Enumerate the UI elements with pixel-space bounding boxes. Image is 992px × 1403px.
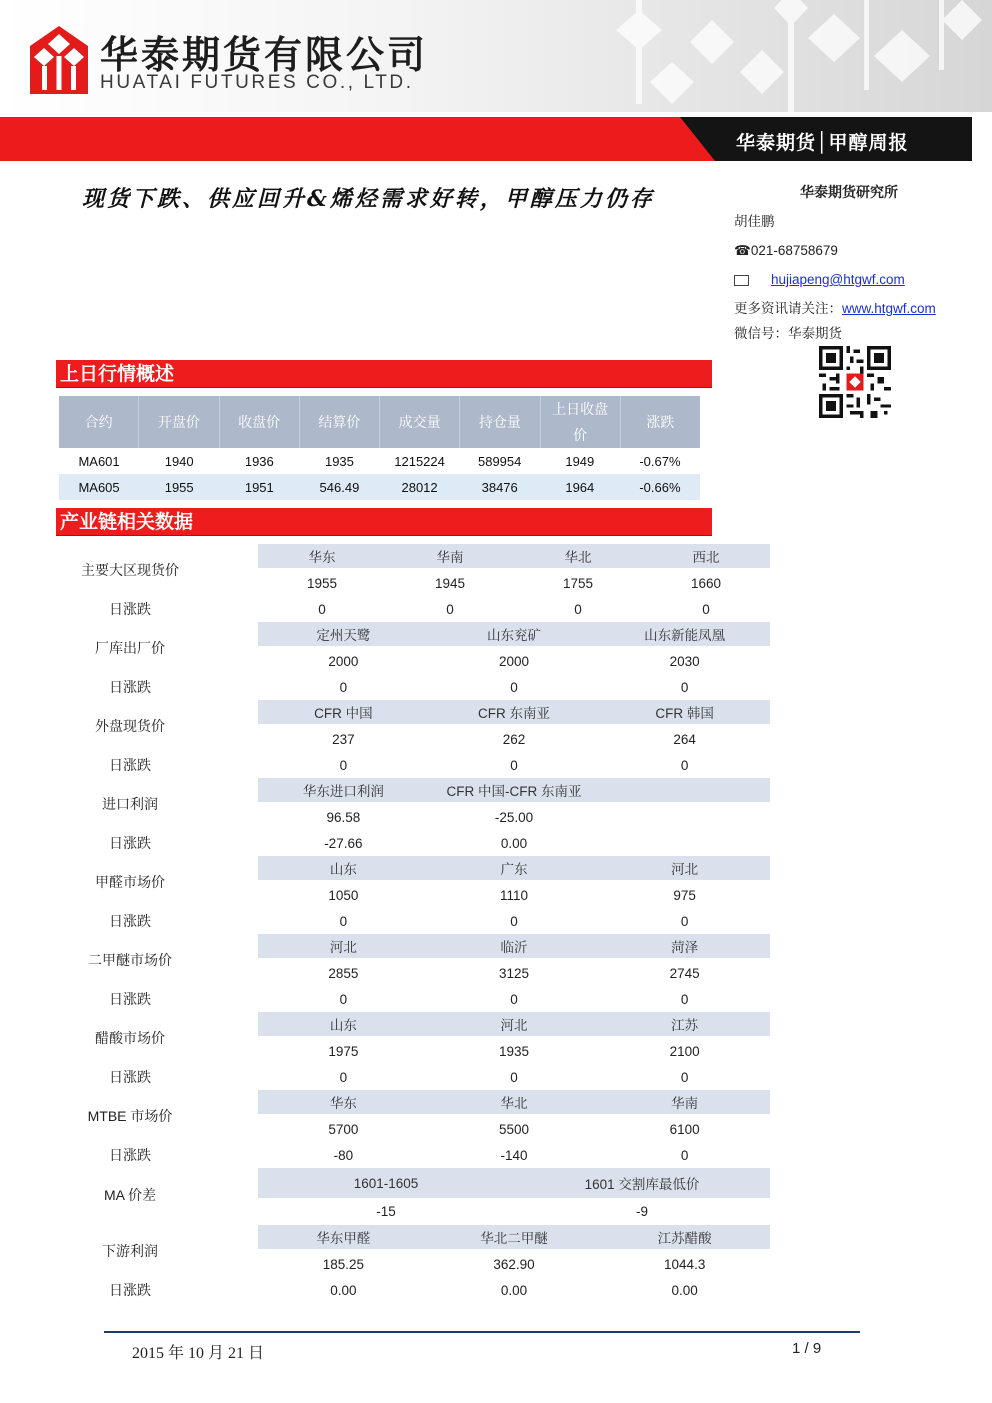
col-header: 涨跌 [646, 414, 675, 430]
chain-header-cell: 菏泽 [671, 940, 699, 955]
col-header: 上日收盘 价 [541, 396, 621, 448]
chain-value-cell: -9 [635, 1203, 648, 1219]
report-banner [0, 117, 992, 161]
table-cell: 546.49 [319, 479, 360, 495]
chain-header-cell: 广东 [500, 862, 528, 877]
chain-value-cell: 5500 [498, 1121, 530, 1137]
chain-change-label: 日涨跌 [109, 757, 151, 773]
chain-value-cell: 1755 [562, 575, 594, 591]
chain-value-cell: -15 [376, 1203, 396, 1219]
chain-header-cell: 1601 交割库最低价 [584, 1177, 700, 1192]
chain-change-cell: 0 [680, 1147, 689, 1163]
chain-header-cell-row [258, 700, 770, 724]
report-headline: 现货下跌、供应回升&烯烃需求好转，甲醇压力仍存 [82, 186, 655, 212]
chain-group-label: 厂库出厂价 [95, 640, 165, 656]
chain-value-cell: 3125 [498, 965, 530, 981]
chain-value-cell-row [258, 804, 770, 830]
chain-group-label: MA 价差 [103, 1187, 157, 1203]
chain-change-cell: 0 [510, 913, 518, 929]
chain-value-cell: 1955 [306, 575, 338, 591]
chain-value-cell: 1050 [328, 887, 359, 903]
chain-value-cell-row [258, 1116, 770, 1142]
chain-header-cell: 华北 [564, 550, 592, 565]
chain-header-cell: 华东 [329, 1096, 357, 1111]
chain-header-cell: 河北 [329, 940, 357, 955]
chain-header-cell: CFR 中国-CFR 东南亚 [446, 784, 582, 799]
chain-change-label: 日涨跌 [109, 1282, 151, 1298]
col-header: 开盘价 [139, 396, 219, 448]
chain-header-cell: 定州天鹭 [316, 628, 371, 643]
chain-change-cell: 0 [446, 601, 454, 617]
chain-value-cell: 1945 [434, 575, 466, 591]
table-cell: 28012 [401, 479, 438, 495]
col-header: 收盘价 [220, 396, 300, 448]
chain-change-cell: 0 [574, 601, 582, 617]
chain-change-cell-row [258, 752, 770, 778]
chain-value-cell: 1044.3 [664, 1256, 706, 1272]
chain-header-cell-row [258, 1090, 770, 1114]
chain-value-cell: 264 [673, 731, 696, 747]
table-cell: 1935 [324, 453, 354, 469]
chain-value-cell: 2000 [328, 653, 359, 669]
table-cell: 1940 [164, 453, 194, 469]
chain-change-cell: 0 [339, 757, 348, 773]
chain-header-cell-row [258, 934, 770, 958]
chain-header-cell: CFR 中国 [314, 706, 373, 721]
chain-group-label: 外盘现货价 [95, 718, 165, 734]
envelope-icon [734, 275, 749, 286]
table-cell: MA605 [78, 479, 120, 495]
more-info-label: 更多资讯请关注： [734, 301, 842, 316]
chain-header-cell-row [258, 622, 770, 646]
chain-value-cell: 185.25 [322, 1256, 364, 1272]
chain-change-cell: 0.00 [500, 1282, 528, 1298]
chain-header-cell: 华南 [671, 1096, 699, 1111]
chain-header-cell-row [258, 778, 770, 802]
table-cell: 1949 [565, 453, 595, 469]
report-date: 2015 年 10 月 21 日 [132, 1345, 265, 1362]
table-cell: -0.66% [639, 479, 681, 495]
chain-change-cell: 0 [510, 679, 518, 695]
chain-group-label: MTBE 市场价 [87, 1108, 173, 1124]
table-row [59, 448, 700, 474]
chain-change-cell: 0 [339, 1069, 348, 1085]
chain-change-cell: 0 [510, 991, 518, 1007]
chain-header-cell-row [258, 1168, 770, 1198]
website-row [734, 299, 974, 324]
chain-change-cell: 0 [680, 679, 689, 695]
chain-change-cell: 0.00 [330, 1282, 357, 1298]
chain-change-cell: -80 [333, 1147, 354, 1163]
chain-header-cell-row [258, 544, 770, 568]
chain-group-label: 二甲醚市场价 [88, 952, 172, 968]
chain-header-cell: 西北 [692, 550, 720, 565]
chain-group-label: 甲醛市场价 [95, 874, 165, 890]
chain-change-label: 日涨跌 [109, 991, 151, 1007]
page-number: 1 / 9 [792, 1340, 822, 1357]
table-cell: MA601 [78, 453, 120, 469]
chain-header-cell: 华东甲醛 [316, 1231, 371, 1246]
chain-value-cell: 96.58 [326, 809, 361, 825]
chain-header-cell: 江苏醋酸 [657, 1231, 712, 1246]
chain-header-cell: CFR 韩国 [655, 706, 714, 721]
chain-change-cell-row [258, 1142, 770, 1168]
phone-number: ☎021-68758679 [734, 243, 838, 258]
chain-value-cell-row [258, 648, 770, 674]
chain-change-label: 日涨跌 [109, 601, 151, 617]
qr-code-icon [818, 346, 892, 418]
chain-change-cell-row [258, 1064, 770, 1090]
chain-header-cell: 华北 [500, 1096, 528, 1111]
chain-value-cell: 1660 [690, 575, 722, 591]
chain-change-cell: -27.66 [324, 835, 363, 851]
chain-value-cell-row [258, 1038, 770, 1064]
chain-change-cell-row [258, 596, 770, 622]
page-header [0, 0, 992, 112]
table-cell: 1936 [244, 453, 274, 469]
chain-value-cell: 237 [332, 731, 355, 747]
chain-header-cell: 华北二甲醚 [480, 1231, 548, 1246]
chain-change-label: 日涨跌 [109, 1147, 151, 1163]
chain-value-cell: 975 [673, 887, 696, 903]
chain-value-cell-row [258, 1251, 770, 1277]
chain-header-cell: 华东 [308, 550, 336, 565]
chain-value-cell-row [258, 960, 770, 986]
table-cell: 1964 [565, 479, 595, 495]
chain-change-label: 日涨跌 [109, 913, 151, 929]
chain-value-cell: 2030 [669, 653, 700, 669]
chain-value-cell: 2855 [328, 965, 359, 981]
col-header: 合约 [59, 396, 139, 448]
report-tag: 华泰期货│甲醇周报 [736, 132, 909, 154]
chain-change-cell: 0.00 [500, 835, 528, 851]
table-cell: 589954 [477, 453, 522, 469]
chain-value-cell: 2745 [669, 965, 700, 981]
chain-header-cell-row [258, 1225, 770, 1249]
chain-value-cell: 1110 [499, 887, 529, 903]
chain-value-cell: 362.90 [493, 1256, 535, 1272]
market-table [59, 396, 700, 500]
chain-change-cell: 0 [339, 991, 348, 1007]
chain-change-cell: 0 [339, 913, 348, 929]
diamond-pattern-decoration [602, 0, 982, 112]
chain-header-cell: 河北 [500, 1018, 528, 1033]
section-title-market: 上日行情概述 [56, 360, 712, 388]
chain-change-cell [599, 830, 770, 856]
chain-header-cell: 河北 [671, 862, 699, 877]
chain-header-cell: 临沂 [500, 940, 528, 955]
chain-value-cell-row [258, 1198, 770, 1224]
chain-value-cell: 6100 [669, 1121, 700, 1137]
col-header: 持仓量 [460, 396, 540, 448]
chain-value-cell [599, 804, 770, 830]
table-cell: 1951 [244, 479, 274, 495]
chain-change-cell: 0 [318, 601, 326, 617]
table-cell: 1955 [164, 479, 194, 495]
chain-value-cell: 5700 [328, 1121, 359, 1137]
chain-value-cell: 2000 [498, 653, 530, 669]
chain-value-cell-row [258, 882, 770, 908]
contact-sidebar [734, 182, 974, 353]
chain-change-cell: 0 [680, 913, 689, 929]
chain-header-cell: 山东 [329, 862, 357, 877]
chain-header-cell: CFR 东南亚 [478, 706, 550, 721]
banner-red-band [0, 117, 730, 161]
chain-group-label: 主要大区现货价 [81, 562, 179, 578]
chain-value-cell: 262 [502, 731, 526, 747]
chain-change-label: 日涨跌 [109, 679, 151, 695]
chain-header-cell: 华东进口利润 [302, 784, 384, 799]
chain-header-cell: 山东新能凤凰 [644, 628, 726, 643]
email-row [734, 270, 974, 299]
chain-value-cell: 2100 [669, 1043, 700, 1059]
col-header: 成交量 [380, 396, 460, 448]
chain-value-cell-row [258, 726, 770, 752]
table-cell: 1215224 [394, 453, 445, 469]
chain-header-cell: 1601-1605 [353, 1175, 419, 1191]
chain-change-cell: 0 [680, 1069, 689, 1085]
chain-header-cell: 山东 [329, 1018, 357, 1033]
chain-change-label: 日涨跌 [109, 835, 151, 851]
chain-change-cell: 0 [339, 679, 348, 695]
chain-value-cell-row [258, 570, 770, 596]
chain-change-cell: 0 [510, 757, 518, 773]
chain-value-cell: -25.00 [494, 809, 534, 825]
chain-group-label: 进口利润 [102, 796, 158, 812]
market-table-header [59, 396, 700, 448]
chain-header-cell: 江苏 [671, 1018, 699, 1033]
huatai-logo-icon [30, 26, 88, 94]
table-cell: -0.67% [639, 453, 681, 469]
chain-group-label: 下游利润 [102, 1243, 158, 1259]
col-header: 结算价 [300, 396, 380, 448]
table-row [59, 474, 700, 500]
footer-divider [104, 1331, 860, 1333]
analyst-name: 胡佳鹏 [734, 214, 775, 229]
chain-change-cell-row [258, 986, 770, 1012]
chain-change-cell-row [258, 908, 770, 934]
chain-change-cell: 0 [510, 1069, 518, 1085]
chain-change-cell: -140 [500, 1147, 528, 1163]
chain-change-cell-row [258, 830, 770, 856]
chain-group-label: 醋酸市场价 [95, 1030, 165, 1046]
section-title-chain: 产业链相关数据 [56, 508, 712, 536]
institute-name: 华泰期货研究所 [800, 184, 898, 200]
chain-header-cell-row [258, 856, 770, 880]
website-link[interactable]: www.htgwf.com [842, 301, 936, 316]
company-name-en: HUATAI FUTURES CO., LTD. [100, 72, 414, 93]
table-cell: 38476 [481, 479, 518, 495]
chain-header-cell-row [258, 1012, 770, 1036]
chain-header-cell: 华南 [436, 550, 464, 565]
chain-change-cell-row [258, 674, 770, 700]
chain-change-cell-row [258, 1277, 770, 1303]
chain-change-cell: 0 [702, 601, 710, 617]
chain-value-cell: 1975 [328, 1043, 359, 1059]
chain-value-cell: 1935 [498, 1043, 530, 1059]
chain-change-cell: 0 [680, 991, 689, 1007]
chain-change-label: 日涨跌 [109, 1069, 151, 1085]
wechat-id: 微信号：华泰期货 [734, 326, 842, 341]
company-name-cn: 华泰期货有限公司 [100, 33, 429, 77]
email-link[interactable]: hujiapeng@htgwf.com [771, 272, 905, 287]
chain-change-cell: 0 [680, 757, 689, 773]
chain-header-cell [599, 778, 770, 802]
chain-change-cell: 0.00 [671, 1282, 698, 1298]
chain-header-cell: 山东兖矿 [487, 628, 541, 643]
